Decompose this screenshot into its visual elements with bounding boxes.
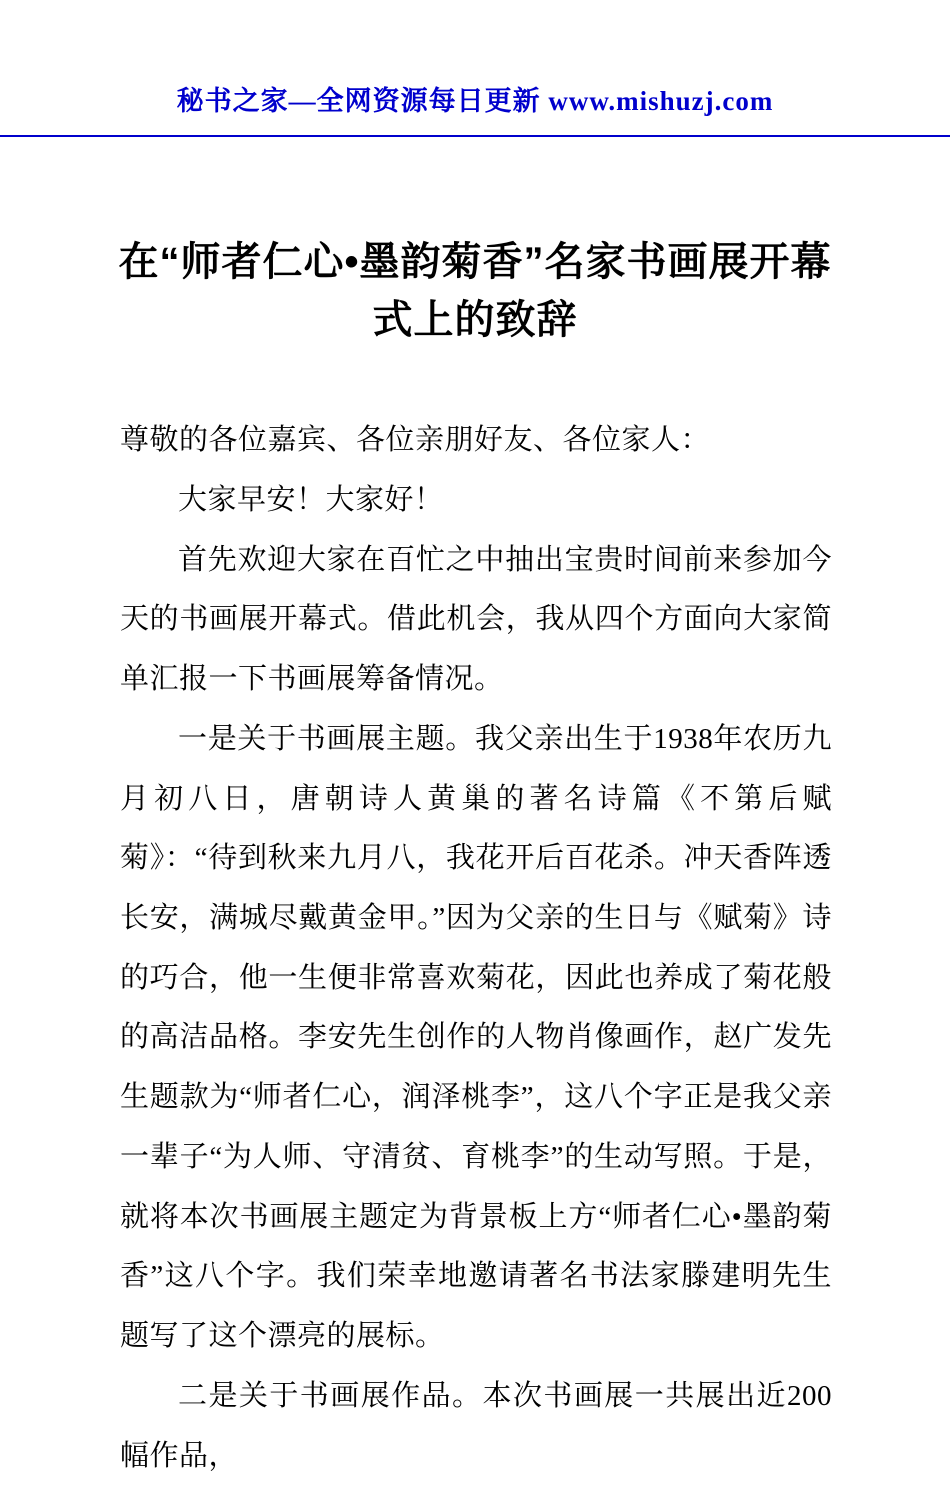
header-divider (0, 135, 950, 137)
paragraph-point-two: 二是关于书画展作品。本次书画展一共展出近200幅作品， (120, 1379, 832, 1472)
document-title: 在“师者仁心•墨韵菊香”名家书画展开幕式上的致辞 (118, 240, 832, 343)
paragraph-point-one: 一是关于书画展主题。我父亲出生于1938年农历九月初八日，唐朝诗人黄巢的著名诗篇《不第后赋菊》：“待到秋来九月八，我花开后百花杀。冲天香阵透长安，满城尽戴黄金甲。”因为父亲的生日与《赋菊》诗的巧合，他一生便非常喜欢菊花，因此也养成了菊花般的高洁品格。李安先生创作的人物肖像画作，赵广发先生题款为“师者仁心，润泽桃李”，这八个字正是我父亲一辈子“为人师、守清贫、育桃李”的生动写照。于是，就将本次书画展主题定为背景板上方“师者仁心•墨韵菊香”这八个字。我们荣幸地邀请著名书法家滕建明先生题写了这个漂亮的展标。 (120, 722, 832, 1353)
site-url-link[interactable]: www.mishuzj.com (548, 86, 774, 116)
paragraph-salutation: 尊敬的各位嘉宾、各位亲朋好友、各位家人： (120, 424, 711, 457)
site-name: 秘书之家 (176, 86, 289, 116)
site-header (0, 84, 950, 119)
paragraph-intro: 首先欢迎大家在百忙之中抽出宝贵时间前来参加今天的书画展开幕式。借此机会，我从四个方面向大家简单汇报一下书画展筹备情况。 (120, 543, 832, 696)
site-tagline: —全网资源每日更新 (288, 86, 549, 116)
paragraph-greeting: 大家早安！大家好！ (178, 483, 444, 516)
